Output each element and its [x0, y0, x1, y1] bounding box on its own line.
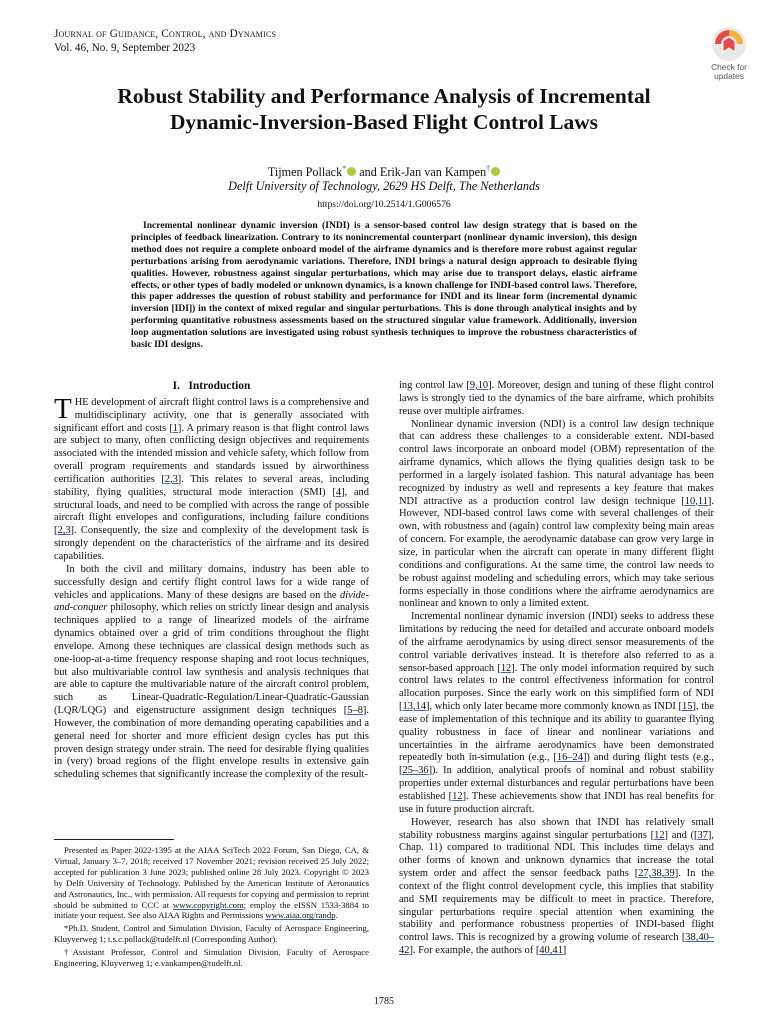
author-line [0, 161, 768, 180]
drop-cap: T [54, 392, 72, 425]
author-1-footnote-mark[interactable]: * [342, 164, 347, 173]
paragraph: ing control law [9,10]. Moreover, design and tuning of these flight control laws is strongly tied to the dynamics of the bare airframe, which prohibits reuse over multiple airframes. [399, 380, 714, 417]
paragraph: THE development of aircraft flight control laws is a comprehensive and multidisciplinary activity, one that is generally associated with significant effort and costs [1]. A primary reason is that flight control laws are subject to many, often conflicting design objectives and requirements associated with the intended mission and vehicle safety, which follow from overall program requirements and standards issued by airworthiness certification authorities [2,3]. This relates to several areas, including stability, flying qualities, structural mode interaction (SMI) [4], and structural loads, and need to be complied with across the range of possible aircraft flight envelopes and configurations, including failure conditions [2,3]. Consequently, the size and complexity of the development task is strongly dependent on the characteristics of the airframe and its desired capabilities. [54, 392, 369, 562]
author-1[interactable]: Tijmen Pollack [267, 165, 343, 179]
randp-link[interactable]: www.aiaa.org/randp [265, 910, 336, 921]
left-column [54, 380, 369, 782]
footnotes [54, 839, 369, 971]
page-number: 1785 [374, 996, 394, 1007]
citation-link[interactable]: 12 [452, 791, 463, 802]
author-2-footnote-mark[interactable]: † [486, 164, 491, 173]
affiliation: Delft University of Technology, 2629 HS Delft, The Netherlands [228, 179, 540, 193]
doi [0, 199, 768, 210]
paragraph: Incremental nonlinear dynamic inversion (INDI) seeks to address these limitations by reducing the need for detailed and accurate onboard models of the airframe aerodynamics by using direct sensor measurements of the control variable derivatives instead. It is therefore also referred to as a sensor-based approach [12]. The only model information required by such control laws relates to the control effectiveness information for control allocation purposes. Since the early work on this simplified form of NDI [13,14], which only later became more commonly known as INDI [15], the ease of implementation of this technique and its ability to guarantee flying quality robustness in face of linear and nonlinear variations and uncertainties in the airframe aerodynamics have been demonstrated repeatedly both in-simulation (e.g., [16–24]) and during flight tests (e.g., [25–36]). In addition, analytical proofs of nominal and robust stability properties under external disturbances and regular perturbations have been established [12]. These achievements show that INDI has real benefits for use in future production aircraft. [399, 611, 714, 815]
citation-link[interactable]: 2,3 [164, 473, 178, 485]
journal-name: Journal of Guidance, Control, and Dynamics [54, 28, 277, 40]
citation-link[interactable]: 2,3 [57, 525, 71, 537]
footnote-author-1: *Ph.D. Student, Control and Simulation Division, Faculty of Aerospace Engineering, Kluyverweg 1; t.s.c.pollack@tudelft.nl (Corresponding Author). [54, 923, 369, 945]
author-2[interactable]: Erik-Jan van Kampen [379, 165, 487, 179]
citation-link[interactable]: 9,10 [469, 380, 489, 391]
citation-link[interactable]: 40,41 [539, 945, 563, 957]
paragraph: Nonlinear dynamic inversion (NDI) is a control law design technique that can address these challenges to a considerable extent. NDI-based control laws incorporate an onboard model (OBM) representation of the airframe dynamics, which allows the flying qualities design task to be performed in a largely isolated fashion. This natural advantage has been recognized by industry as well and represents a key feature that makes NDI attractive as a production control law design technique [10,11]. However, NDI-based control laws come with several challenges of their own, with robustness and (again) control law complexity being main areas of concern. For example, the aerodynamic database can grow very large in size, in particular when the aircraft can operate in many different flight conditions and configurations. At the same time, the control law needs to be robust against modeling and scheduling errors, which may take serious forms especially in those conditions where the airframe aerodynamics are nonlinear and known to only a limited extent. [399, 418, 714, 610]
check-updates-icon [711, 26, 747, 62]
footnote-author-2: †Assistant Professor, Control and Simulation Division, Faculty of Aerospace Engineering, Kluyverweg 1; e.vankampen@tudelft.nl. [54, 947, 369, 969]
citation-link[interactable]: 27,38,39 [638, 868, 675, 880]
orcid-icon[interactable] [347, 167, 356, 176]
section-heading: I. Introduction [172, 380, 251, 392]
citation-link[interactable]: 12 [654, 829, 665, 841]
citation-link[interactable]: 16–24 [556, 752, 583, 764]
right-column [399, 380, 714, 958]
journal-header [54, 27, 276, 55]
citation-link[interactable]: 25–36 [402, 765, 429, 777]
citation-link[interactable]: 15 [682, 701, 693, 713]
citation-link[interactable]: 38,40–42 [399, 932, 714, 957]
citation-link[interactable]: 1 [172, 422, 178, 434]
abstract: Incremental nonlinear dynamic inversion (INDI) is a sensor-based control law design strategy that is based on the principles of feedback linearization. Contrary to its nonincremental counterpart (nonlinear dynamic inversion), this design method does not require a complete onboard model of the airframe dynamics and is therefore more robust against regular perturbations arising from aerodynamic variations. Therefore, INDI brings a natural design approach to desirable flying qualities. However, robustness against singular perturbations, which may arise due to transport delays, elastic airframe effects, or other types of badly modeled or unknown dynamics, is a known challenge for INDI-based control laws. Therefore, this paper addresses the question of robust stability and performance for INDI and its linear form (incremental dynamic inversion [IDI]) in the context of mixed regular and singular perturbations. This is done through analytical insights and by performing quantitative robustness assessments based on the structured singular value framework. Additionally, inversion loop augmentation solutions are investigated using robust synthesis techniques to improve the robustness characteristics of basic IDI designs. [131, 220, 637, 351]
citation-link[interactable]: 5–8 [347, 705, 363, 717]
paragraph: However, research has also shown that INDI has relatively small stability robustness margins against singular perturbations [12] and ([37], Chap. 11) compared to traditional NDI. This includes time delays and other forms of known and unknown dynamics that increase the total system order and affect the sensor feedback paths [27,38,39]. In the context of the flight control development cycle, this implies that stability and SMI requirements may be difficult to meet in practice. Therefore, singular perturbations require special attention when examining the stability and performance robustness properties of INDI-based flight control laws. This is recognized by a growing volume of research [38,40–42]. For example, the authors of [40,41] [399, 816, 714, 957]
footnote-rule [54, 839, 174, 840]
paragraph: In both the civil and military domains, industry has been able to successfully design and certify flight control laws for a wide range of vehicles and applications. Many of these designs are based on the divide-and-conquer philosophy, which relies on strictly linear design and analysis techniques applied to a range of linearized models of the airframe dynamics obtained over a grid of trim conditions throughout the flight envelope. Among these techniques are classical design methods such as one-loop-at-a-time frequency response shaping and root locus techniques, but also multivariable control law synthesis and analysis techniques that are able to capture the multivariable nature of the aircraft control problem, such as Linear-Quadratic-Regulation/Linear-Quadratic-Gaussian (LQR/LQG) and eigenstructure assignment design techniques [5–8]. However, the combination of more demanding operating capabilities and a general need for shorter and more efficient design cycles has put this proven design strategy under strain. The need for desirable flying qualities in (very) broad regions of the flight envelope results in extensive gain scheduling schemes that significantly increase the complexity of the result- [54, 563, 369, 781]
copyright-link[interactable]: www.copyright.com [172, 899, 244, 910]
citation-link[interactable]: 4 [335, 486, 342, 498]
check-updates-label: Check for updates [711, 62, 747, 81]
author-connector: and [359, 165, 377, 179]
journal-issue: Vol. 46, No. 9, September 2023 [54, 42, 196, 54]
doi-link[interactable]: https://doi.org/10.2514/1.G006576 [317, 199, 451, 210]
paper-title: Robust Stability and Performance Analysis of Incremental Dynamic-Inversion-Based Flight Control Laws [117, 84, 651, 134]
citation-link[interactable]: 12 [500, 662, 512, 674]
citation-link[interactable]: 13,14 [402, 701, 426, 713]
check-for-updates-badge[interactable] [700, 26, 758, 84]
citation-link[interactable]: 10,11 [684, 495, 708, 507]
orcid-icon[interactable] [491, 167, 500, 176]
footnote-presented: Presented as Paper 2022-1395 at the AIAA SciTech 2022 Forum, San Diego, CA, & Virtual, January 3–7, 2018; received 17 November 2021; revision received 25 July 2022; accepted for publication 3 June 2023; published online 28 July 2023. Copyright © 2023 by Delft University of Technology. Published by the American Institute of Aeronautics and Astronautics, Inc., with permission. All requests for copying and permission to reprint should be submitted to CCC at www.copyright.com; employ the eISSN 1533-3884 to initiate your request. See also AIAA Rights and Permissions www.aiaa.org/randp. [54, 845, 370, 921]
citation-link[interactable]: 37 [697, 829, 708, 841]
